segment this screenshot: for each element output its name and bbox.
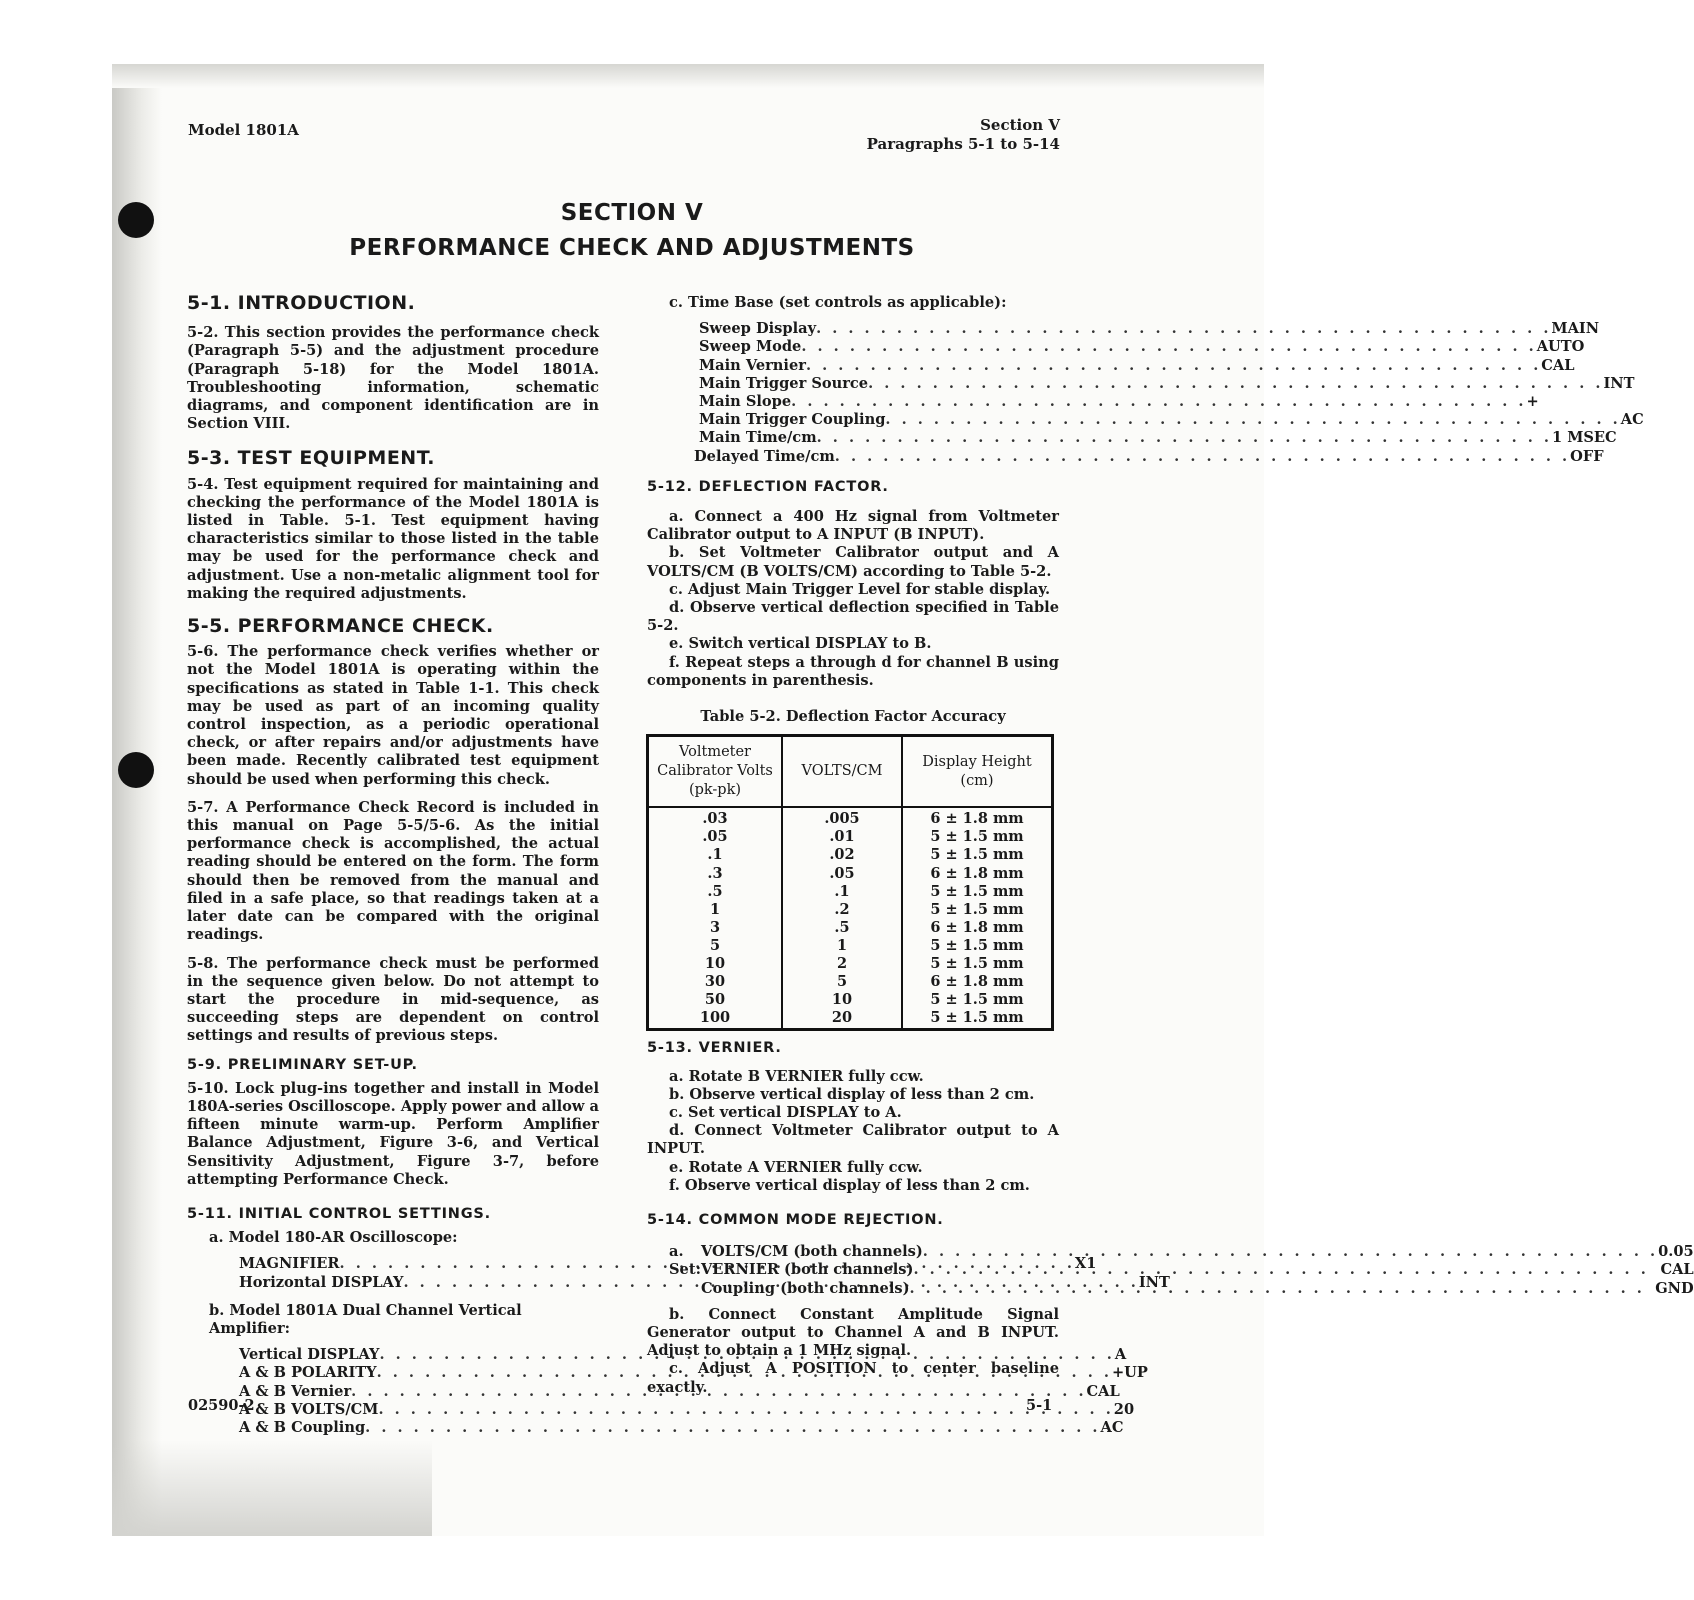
paragraph-5-2: 5-2. This section provides the performance check (Paragraph 5-5) and the adjustment procedure (Paragraph 5-18) for the Model 1801A. Troubleshooting information, schematic diagrams, and component identification are in Section VIII. xyxy=(187,324,599,433)
step-item: a. Connect a 400 Hz signal from Voltmeter Calibrator output to A INPUT (B INPUT). xyxy=(647,508,1059,544)
header-section: Section V xyxy=(980,116,1060,134)
table-row: .1 .02 5 ± 1.5 mm xyxy=(648,846,1053,864)
table-header: VOLTS/CM xyxy=(782,736,902,808)
settings-set-list xyxy=(701,1243,1694,1298)
setting-row: Main Slope . . . + xyxy=(699,393,1059,411)
table-row: 3 .5 6 ± 1.8 mm xyxy=(648,919,1053,937)
step-item: c. Adjust A POSITION to center baseline exactly. xyxy=(647,1360,1059,1396)
deflection-factor-table xyxy=(646,734,1054,1031)
setting-row: Sweep Display . . . MAIN xyxy=(699,320,1059,338)
heading-5-1: 5-1. INTRODUCTION. xyxy=(187,292,416,314)
paragraph-5-8: 5-8. The performance check must be performed in the sequence given below. Do not attempt to start the procedure in mid-sequence, as succeeding steps are dependent on control settings and results of previous steps. xyxy=(187,954,599,1045)
table-row: .5 .1 5 ± 1.5 mm xyxy=(648,883,1053,901)
setting-row: MAGNIFIER . . . X1 xyxy=(239,1255,599,1273)
table-row: 100 20 5 ± 1.5 mm xyxy=(648,1009,1053,1030)
section-title: SECTION V xyxy=(560,200,704,226)
scan-shadow-left xyxy=(112,64,162,1536)
steps-5-12 xyxy=(647,508,1059,690)
paragraph-5-7: 5-7. A Performance Check Record is included in this manual on Page 5-5/5-6. As the initial performance check is accomplished, the actual reading should be entered on the form. The form should then be removed from the manual and filed in a safe place, so that readings taken at a later date can be compared with the original readings. xyxy=(187,798,599,944)
setting-row: VERNIER (both channels) . . . CAL xyxy=(701,1261,1694,1279)
setting-row: A & B Coupling . . . AC xyxy=(239,1419,599,1437)
setting-row: Vertical DISPLAY . . . A xyxy=(239,1346,599,1364)
setting-row: Main Time/cm . . . 1 MSEC xyxy=(699,429,1059,447)
steps-5-14 xyxy=(647,1306,1059,1397)
heading-5-11: 5-11. INITIAL CONTROL SETTINGS. xyxy=(187,1205,491,1222)
heading-5-9: 5-9. PRELIMINARY SET-UP. xyxy=(187,1056,418,1073)
heading-5-5: 5-5. PERFORMANCE CHECK. xyxy=(187,615,494,638)
setting-row: Main Trigger Coupling . . . AC xyxy=(699,411,1059,429)
setting-row: VOLTS/CM (both channels) . . . 0.05 xyxy=(701,1243,1694,1261)
header-model: Model 1801A xyxy=(188,121,299,139)
settings-c-list xyxy=(694,320,1644,466)
footer-doc-number: 02590-2 xyxy=(188,1397,255,1414)
binder-hole-icon xyxy=(118,752,154,788)
table-header: Display Height (cm) xyxy=(902,736,1053,808)
settings-set-label: a. Set: xyxy=(669,1243,701,1279)
table-row: .05 .01 5 ± 1.5 mm xyxy=(648,828,1053,846)
heading-5-12: 5-12. DEFLECTION FACTOR. xyxy=(647,478,889,495)
settings-a-label: a. Model 180-AR Oscilloscope: xyxy=(209,1229,458,1247)
heading-5-13: 5-13. VERNIER. xyxy=(647,1040,782,1057)
step-item: b. Connect Constant Amplitude Signal Generator output to Channel A and B INPUT. Adjust to obtain a 1 MHz signal. xyxy=(647,1305,1059,1360)
step-item: c. Adjust Main Trigger Level for stable display. xyxy=(669,580,1051,598)
table-row: 10 2 5 ± 1.5 mm xyxy=(648,955,1053,973)
header-section-info xyxy=(867,116,1060,154)
step-item: f. Observe vertical display of less than 2 cm. xyxy=(669,1176,1030,1194)
step-item: d. Connect Voltmeter Calibrator output to A INPUT. xyxy=(647,1122,1059,1158)
setting-row: A & B POLARITY . . . +UP xyxy=(239,1364,599,1382)
step-item: f. Repeat steps a through d for channel B using components in parenthesis. xyxy=(647,653,1059,689)
setting-row: Sweep Mode . . . AUTO xyxy=(699,338,1059,356)
table-row: 50 10 5 ± 1.5 mm xyxy=(648,991,1053,1009)
setting-row: Main Trigger Source . . . INT xyxy=(699,375,1059,393)
setting-row: Horizontal DISPLAY . . . INT xyxy=(239,1274,599,1292)
table-row: 5 1 5 ± 1.5 mm xyxy=(648,937,1053,955)
setting-row: A & B VOLTS/CM . . . 20 xyxy=(239,1401,599,1419)
table-header: Voltmeter Calibrator Volts (pk-pk) xyxy=(648,736,783,808)
step-item: a. Rotate B VERNIER fully ccw. xyxy=(669,1067,924,1085)
scan-shadow-bottom xyxy=(112,1440,432,1536)
setting-row: Main Vernier . . . CAL xyxy=(699,357,1059,375)
footer-page-number: 5-1 xyxy=(1026,1397,1053,1414)
step-item: e. Rotate A VERNIER fully ccw. xyxy=(669,1158,923,1176)
settings-b-label: b. Model 1801A Dual Channel Vertical Amplifier: xyxy=(209,1301,522,1337)
paragraph-5-4: 5-4. Test equipment required for maintaining and checking the performance of the Model 1801A is listed in Table. 5-1. Test equipment having characteristics similar to those listed in the table may be used for the performance check and adjustment. Use a non-metalic alignment tool for making the required adjustments. xyxy=(187,475,599,602)
step-item: c. Set vertical DISPLAY to A. xyxy=(669,1104,902,1121)
step-item: d. Observe vertical deflection specified in Table 5-2. xyxy=(647,599,1059,635)
setting-row: Delayed Time/cm . . . OFF xyxy=(694,448,1059,466)
setting-row: Coupling (both channels) . . . GND xyxy=(701,1280,1694,1298)
setting-row: A & B Vernier . . . CAL xyxy=(239,1383,599,1401)
table-row: .03 .005 6 ± 1.8 mm xyxy=(648,807,1053,828)
step-item: e. Switch vertical DISPLAY to B. xyxy=(669,635,932,653)
settings-c-label: c. Time Base (set controls as applicable): xyxy=(669,294,1007,311)
table-row: 1 .2 5 ± 1.5 mm xyxy=(648,901,1053,919)
heading-5-14: 5-14. COMMON MODE REJECTION. xyxy=(647,1212,944,1229)
table-caption: Table 5-2. Deflection Factor Accuracy xyxy=(700,708,1006,726)
table-row: 30 5 6 ± 1.8 mm xyxy=(648,973,1053,991)
step-item: b. Set Voltmeter Calibrator output and A VOLTS/CM (B VOLTS/CM) according to Table 5-2. xyxy=(647,544,1059,580)
header-paragraphs: Paragraphs 5-1 to 5-14 xyxy=(866,135,1060,153)
paragraph-5-6: 5-6. The performance check verifies whether or not the Model 1801A is operating within the specifications as stated in Table 1-1. This check may be used as part of an incoming quality control inspection, as a periodic operational check, or after repairs and/or adjustments have been made. Recently calibrated test equipment should be used when performing this check. xyxy=(187,643,599,788)
heading-5-3: 5-3. TEST EQUIPMENT. xyxy=(187,447,435,470)
steps-5-13 xyxy=(647,1068,1059,1195)
table-row: .3 .05 6 ± 1.8 mm xyxy=(648,865,1053,883)
section-subtitle: PERFORMANCE CHECK AND ADJUSTMENTS xyxy=(349,235,915,261)
paragraph-5-10: 5-10. Lock plug-ins together and install in Model 180A-series Oscilloscope. Apply power and allow a fifteen minute warm-up. Perform Amplifier Balance Adjustment, Figure 3-6, and Vertical Sensitivity Adjustment, Figure 3-7, before attempting Performance Check. xyxy=(187,1079,599,1188)
scan-shadow-top xyxy=(112,64,1264,88)
step-item: b. Observe vertical display of less than 2 cm. xyxy=(669,1085,1035,1103)
